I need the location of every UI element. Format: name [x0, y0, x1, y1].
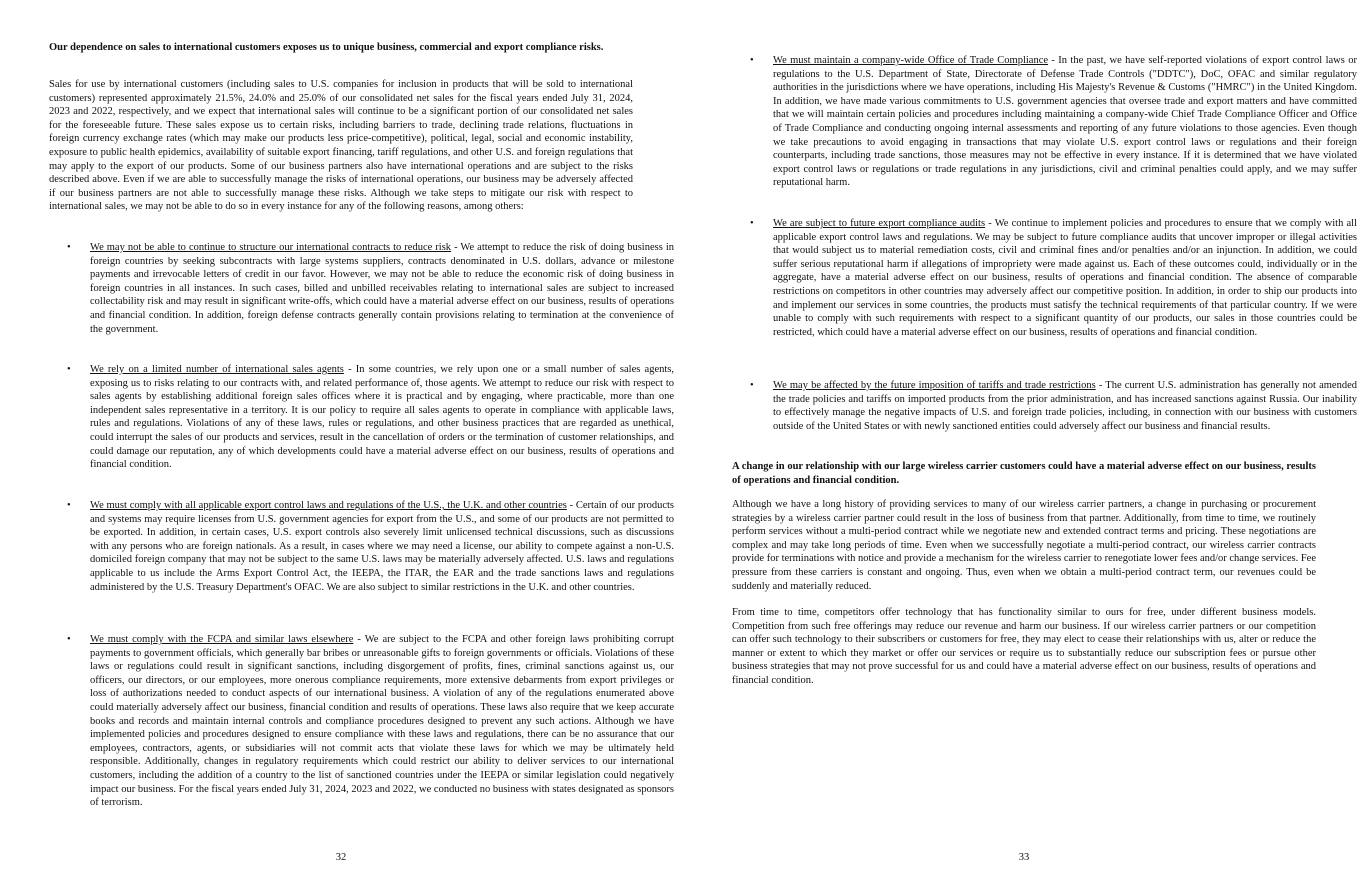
bullet-text: - In some countries, we rely upon one or a small number of sales agents, exposing us to risks relating to our contracts with, and related performance of, those agents. We attempt to reduce our risk with respect to sales agents by establishing additional foreign sales offices where it is practical and by engaging, where practicable, more than one independent sales representative in a territory. It is our policy to require all sales agents to operate in compliance with applicable laws, rules and regulations. Violations of any of these laws, rules or regulations, and other business practices that are regarded as unethical, could interrupt the sales of our products and services, result in the cancellation of orders or the termination of customer relationships, and could damage our reputation, any of which developments could have a material adverse effect on our business, results of operations and financial condition. [90, 364, 674, 471]
paragraph-carrier-relationships: Although we have a long history of providing services to many of our wireless carrier partners, a change in purchasing or procurement strategies by a wireless carrier partner could result in the loss of business from that partner. Additionally, from time to time, we routinely perform services without a multi-period contract while we negotiate new and extended contract terms and pricing. These negotiations are complex and may take long periods of time. Even when we successfully negotiate a multi-period contract, our wireless carrier contracts provide for terminations with notice and provide a mechanism for the wireless carrier to renegotiate lower fees and/or change services. Fee pressure from these carriers is constant and ongoing. Thus, even when we obtain a multi-period contract term, our revenues could be suddenly and materially reduced. [732, 499, 1316, 592]
page-number: 33 [1018, 852, 1030, 863]
bullet-item-contracts [49, 241, 674, 336]
bullet-item-export-control [49, 499, 674, 594]
left-page [49, 0, 675, 889]
bullet-title: We may be affected by the future imposition of tariffs and trade restrictions [773, 380, 1096, 391]
bullet-title: We rely on a limited number of international sales agents [90, 364, 344, 375]
bullet-dot: • [750, 218, 754, 229]
bullet-item-compliance-audits [732, 217, 1357, 339]
bullet-text: - We continue to implement policies and procedures to ensure that we comply with all applicable export control laws and regulations. We may be subject to future compliance audits that uncover improper or illegal activities that would subject us to material remediation costs, civil and criminal fines and/or penalties and/or an injunction. In addition, we could suffer serious reputational harm if allegations of impropriety were made against us. Each of these outcomes could, individually or in the aggregate, have a material adverse effect on our business, results of operations and financial condition. The absence of comparable restrictions on competitors in other countries may adversely affect our competitive position. In addition, in order to ship our products into and implement our services in some countries, the products must satisfy the technical requirements of that particular country. If we were unable to comply with such requirements with respect to a significant quantity of our products, our sales in those countries could be restricted, which could have a material adverse effect on our business, results of operations and financial condition. [773, 218, 1357, 338]
bullet-dot: • [750, 380, 754, 391]
bullet-item-trade-compliance-office [732, 54, 1357, 190]
bullet-dot: • [67, 634, 71, 645]
bullet-text: - Certain of our products and systems may require licenses from U.S. government agencies for export from the U.S., and some of our products are not permitted to be exported. In addition, in certain cases, U.S. export controls also severely limit unlicensed technical discussions, such as discussions with any persons who are foreign nationals. As a result, in cases where we may need a license, our ability to compete against a non-U.S. domiciled foreign company that may not be subject to the same U.S. laws may be materially adversely affected. U.S. laws and regulations applicable to us include the Arms Export Control Act, the IEEPA, the ITAR, the EAR and the trade sanctions laws and regulations administered by the U.S. Treasury Department's OFAC. We are also subject to similar restrictions in the U.K. and other countries. [90, 500, 674, 593]
bullet-dot: • [750, 55, 754, 66]
paragraph-free-competition: From time to time, competitors offer technology that has functionality similar to ours for free, under different business models. Competition from such free offerings may reduce our revenue and harm our business. If our wireless carrier partners or our competition can offer such technology to their subscribers or customers for free, they may elect to cease their relationships with us, alter or reduce the manner or extent to which they market or offer our services or require us to substantially reduce our subscription fees or pursue other business strategies that may not prove successful for us and could have a material adverse effect on our business, results of operations and financial condition. [732, 607, 1316, 686]
bullet-text: - The current U.S. administration has generally not amended the trade policies and tariffs on imported products from the prior administration, and has increased sanctions against Russia. Our inability to effectively manage the negative impacts of U.S. and foreign trade policies, including, in connection with our business with customers outside of the United States or with newly sanctioned entities could adversely affect our business and financial results. [773, 380, 1357, 432]
section-heading-wireless-carriers: A change in our relationship with our large wireless carrier customers could have a material adverse effect on our business, results of operations and financial condition. [732, 461, 1316, 486]
bullet-item-fcpa [49, 633, 674, 810]
bullet-title: We must comply with all applicable export control laws and regulations of the U.S., the U.K. and other countries [90, 500, 567, 511]
page-number: 32 [335, 852, 347, 863]
bullet-text: - We are subject to the FCPA and other foreign laws prohibiting corrupt payments to government officials, which generally bar bribes or unreasonable gifts to foreign governments or officials. Violations of these laws or regulations could result in significant sanctions, including disgorgement of profits, fines, criminal sanctions against us, our officers, our directors, or our employees, more onerous compliance requirements, more extensive debarments from export privileges or loss of authorizations needed to conduct aspects of our international business. A violation of any of the regulations enumerated above could materially adversely affect our business, financial condition and results of operations. These laws also require that we keep accurate books and records and maintain internal controls and compliance procedures designed to prevent any such actions. Although we have implemented policies and procedures designed to ensure compliance with these laws and regulations, there can be no assurance that our employees, contractors, agents, or subsidiaries will not commit acts that violate these laws for which we may be ultimately held responsible. Additionally, changes in regulatory requirements which could restrict our ability to deliver services to our international customers, including the addition of a country to the list of sanctioned countries under the IEEPA or similar legislation could negatively impact our business. For the fiscal years ended July 31, 2024, 2023 and 2022, we conducted no business with states designated as sponsors of terrorism. [90, 634, 674, 809]
bullet-dot: • [67, 242, 71, 253]
bullet-text: - In the past, we have self-reported violations of export control laws or regulations to the U.S. Department of State, Directorate of Defense Trade Controls ("DDTC"), DoC, OFAC and similar regulatory authorities in the jurisdictions where we have operations, including His Majesty's Revenue & Customs ("HMRC") in the United Kingdom. In addition, we have made various commitments to U.S. government agencies that oversee trade and export matters and have committed that we will maintain certain policies and procedures including maintaining a company-wide Chief Trade Compliance Officer and Office of Trade Compliance and conducting ongoing internal assessments and reporting of any future violations to those agencies. Even though we take precautions to avoid engaging in transactions that may violate U.S. export control laws or regulations and their foreign counterparts, including trade sanctions, those measures may not be effective in every instance. If it is determined that we have violated export control laws or regulations or trade regulations in any jurisdictions, civil and criminal penalties could apply, and we may suffer reputational harm. [773, 55, 1357, 189]
section-heading-international-sales: Our dependence on sales to international customers exposes us to unique business, commercial and export compliance risks. [49, 42, 604, 53]
bullet-dot: • [67, 500, 71, 511]
bullet-title: We must maintain a company-wide Office of Trade Compliance [773, 55, 1049, 66]
intro-paragraph: Sales for use by international customers (including sales to U.S. companies for inclusion in products that will be sold to international customers) represented approximately 21.5%, 24.0% and 25.0% of our consolidated net sales for the fiscal years ended July 31, 2024, 2023 and 2022, respectively, and we expect that international sales will continue to be a significant portion of our consolidated net sales for the foreseeable future. These sales expose us to certain risks, including barriers to trade, declining trade relations, fluctuations in foreign currency exchange rates (which may make our products less price-competitive), political, legal, social and economic instability, exposure to public health epidemics, availability of suitable export financing, tariff regulations, and other U.S. and foreign regulations that may apply to the export of our products. Some of our business partners also have international operations and are subject to the risks described above. Even if we are able to successfully manage the risks of international operations, our business may be adversely affected if our business partners are not able to successfully manage these risks. Although we take steps to mitigate our risk with respect to international sales, we may not be able to do so in every instance for any of the following reasons, among others: [49, 79, 633, 213]
bullet-item-tariffs [732, 379, 1357, 433]
bullet-dot: • [67, 364, 71, 375]
bullet-title: We must comply with the FCPA and similar laws elsewhere [90, 634, 354, 645]
bullet-title: We are subject to future export compliance audits [773, 218, 986, 229]
bullet-item-sales-agents [49, 363, 674, 472]
bullet-text: - We attempt to reduce the risk of doing business in foreign countries by seeking subcontracts with large systems suppliers, contracts denominated in U.S. dollars, advance or milestone payments and irrevocable letters of credit in our favor. However, we may not be able to reduce the economic risk of doing business in foreign countries in all instances. In such cases, billed and unbilled receivables relating to international sales are subject to increased collectability risk and may result in significant write-offs, which could have a material adverse effect on our business, results of operations and financial condition. In addition, foreign defense contracts generally contain provisions relating to termination at the convenience of the government. [90, 242, 675, 335]
right-page [732, 0, 1357, 889]
bullet-title: We may not be able to continue to structure our international contracts to reduce risk [90, 242, 452, 253]
